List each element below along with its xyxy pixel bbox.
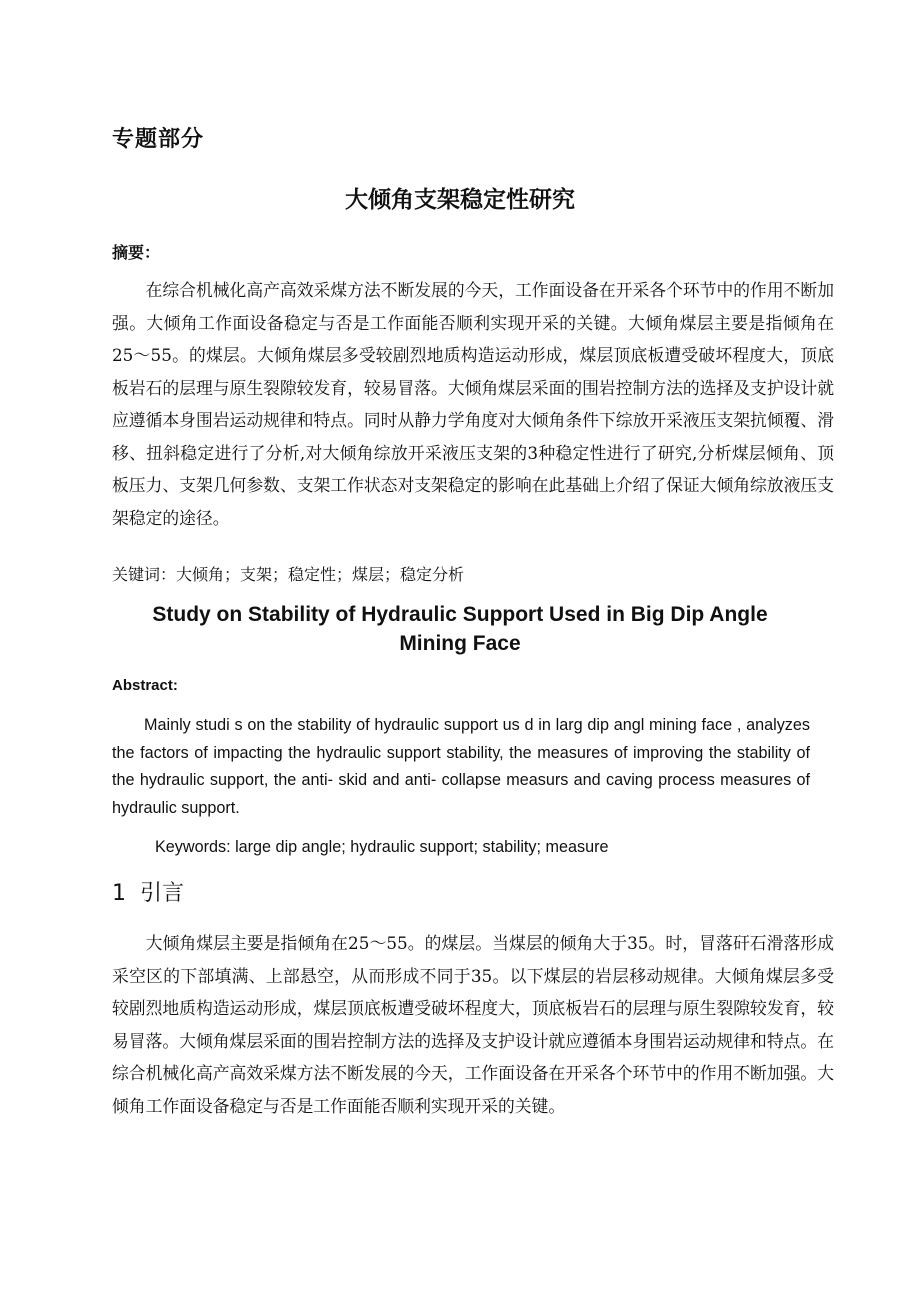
section-number: 1 <box>112 881 126 906</box>
english-title-line-2: Mining Face <box>399 632 521 655</box>
chinese-title: 大倾角支架稳定性研究 <box>345 187 575 213</box>
english-title-line-1: Study on Stability of Hydraulic Support Used in Big Dip Angle <box>152 603 768 626</box>
english-title <box>0 600 920 658</box>
section-label: 专题部分 <box>112 126 205 152</box>
keywords-text-cn: 大倾角；支架；稳定性；煤层；稳定分析 <box>176 565 465 584</box>
abstract-text-cn: 在综合机械化高产高效采煤方法不断发展的今天，工作面设备在开采各个环节中的作用不断加强。大倾角工作面设备稳定与否是工作面能否顺利实现开采的关键。大倾角煤层主要是指倾角在25～55。的煤层。大倾角煤层多受较剧烈地质构造运动形成，煤层顶底板遭受破坏程度大，顶底板岩石的层理与原生裂隙较发育，较易冒落。大倾角煤层采面的围岩控制方法的选择及支护设计就应遵循本身围岩运动规律和特点。同时从静力学角度对大倾角条件下综放开采液压支架抗倾覆、滑移、扭斜稳定进行了分析,对大倾角综放开采液压支架的3种稳定性进行了研究,分析煤层倾角、顶板压力、支架几何参数、支架工作状态对支架稳定的影响在此基础上介绍了保证大倾角综放液压支架稳定的途径。 <box>112 280 834 528</box>
intro-paragraph: 大倾角煤层主要是指倾角在25～55。的煤层。当煤层的倾角大于35。时，冒落矸石滑落形成采空区的下部填满、上部悬空，从而形成不同于35。以下煤层的岩层移动规律。大倾角煤层多受较剧烈地质构造运动形成，煤层顶底板遭受破坏程度大，顶底板岩石的层理与原生裂隙较发育，较易冒落。大倾角煤层采面的围岩控制方法的选择及支护设计就应遵循本身围岩运动规律和特点。在综合机械化高产高效采煤方法不断发展的今天，工作面设备在开采各个环节中的作用不断加强。大倾角工作面设备稳定与否是工作面能否顺利实现开采的关键。 <box>112 933 834 1116</box>
keywords-en: Keywords: large dip angle; hydraulic support; stability; measure <box>155 838 609 856</box>
abstract-label-en: Abstract: <box>112 677 178 694</box>
section-title: 引言 <box>140 881 185 906</box>
keywords-label-cn: 关键词： <box>112 565 177 584</box>
abstract-text-en: Mainly studi s on the stability of hydraulic support us d in larg dip angl mining face , analyzes the factors of impacting the hydraulic support stability, the measures of improving the stability of the hydraulic support, the anti- skid and anti- collapse measurs and caving process measures of hydraulic support. <box>112 716 810 817</box>
abstract-label-cn: 摘要： <box>112 243 161 262</box>
section-heading-intro <box>112 876 184 907</box>
keywords-cn <box>112 562 464 585</box>
